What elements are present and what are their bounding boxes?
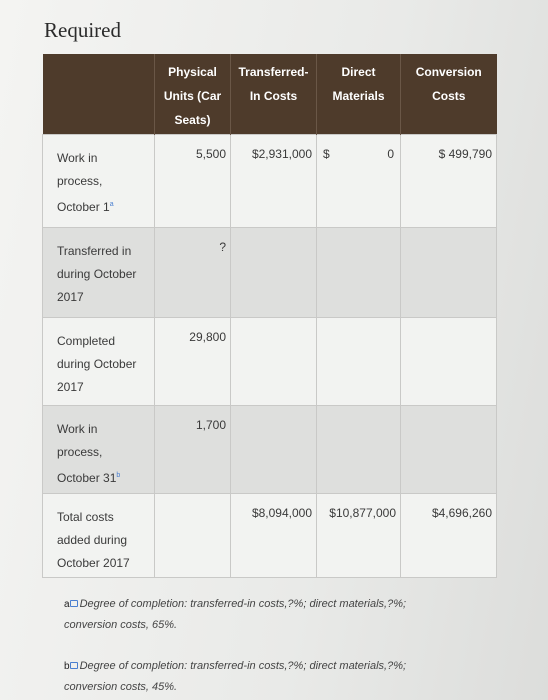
units-cell: ? <box>155 227 231 317</box>
transferred-in-cell <box>231 227 317 317</box>
row-label: Transferred in during October 2017 <box>57 243 137 304</box>
header-physical-units: Physical Units (Car Seats) <box>155 54 231 134</box>
row-label-cell <box>43 317 155 405</box>
header-direct-materials: Direct Materials <box>317 54 401 134</box>
table-header-row <box>43 54 497 134</box>
transferred-in-cell <box>231 317 317 405</box>
table-row <box>43 317 497 405</box>
footnote-b <box>64 656 484 698</box>
conversion-cell <box>401 317 497 405</box>
footnote-link-icon <box>70 662 78 669</box>
dm-currency-sign: $ <box>323 146 330 161</box>
transferred-in-cell <box>231 405 317 493</box>
direct-materials-cell <box>317 134 401 227</box>
row-label: Work in process, October 1$^a$ <box>57 150 114 214</box>
dm-value: 0 <box>387 146 394 161</box>
footnote-b-mark: b <box>64 661 70 672</box>
row-label-cell <box>43 227 155 317</box>
direct-materials-cell <box>317 405 401 493</box>
conversion-cell <box>401 227 497 317</box>
units-cell: 29,800 <box>155 317 231 405</box>
table-row <box>43 134 497 227</box>
footnote-b-line1: Degree of completion: transferred-in costs,?%; direct materials,?%; <box>79 660 407 672</box>
table-row <box>43 227 497 317</box>
footnote-a-mark: a <box>64 599 70 610</box>
row-label-cell <box>43 493 155 577</box>
page-title: Required <box>44 18 121 42</box>
conversion-cell <box>401 405 497 493</box>
direct-materials-cell <box>317 317 401 405</box>
transferred-in-cell: $8,094,000 <box>231 493 317 577</box>
row-label: Total costs added during October 2017 <box>57 509 130 570</box>
footnote-a-line2: conversion costs, 65%. <box>64 619 178 631</box>
process-costing-table <box>42 54 497 578</box>
row-label-cell <box>43 405 155 493</box>
table-row <box>43 493 497 577</box>
row-label-cell <box>43 134 155 227</box>
header-empty <box>43 54 155 134</box>
footnote-b-line2: conversion costs, 45%. <box>64 681 178 693</box>
direct-materials-cell <box>317 227 401 317</box>
transferred-in-cell: $2,931,000 <box>231 134 317 227</box>
header-transferred-in-costs: Transferred- In Costs <box>231 54 317 134</box>
units-cell <box>155 493 231 577</box>
row-label: Completed during October 2017 <box>57 333 137 394</box>
row-label: Work in process, October 31$^b$ <box>57 421 121 485</box>
footnote-marker: b <box>116 471 121 479</box>
table-row <box>43 405 497 493</box>
footnote-marker: a <box>109 200 114 208</box>
footnote-a <box>64 594 484 636</box>
units-cell: 5,500 <box>155 134 231 227</box>
direct-materials-cell: $10,877,000 <box>317 493 401 577</box>
header-conversion-costs: Conversion Costs <box>401 54 497 134</box>
units-cell: 1,700 <box>155 405 231 493</box>
conversion-cell: $4,696,260 <box>401 493 497 577</box>
footnote-link-icon <box>70 600 78 607</box>
conversion-cell: $ 499,790 <box>401 134 497 227</box>
footnote-a-line1: Degree of completion: transferred-in costs,?%; direct materials,?%; <box>79 598 407 610</box>
